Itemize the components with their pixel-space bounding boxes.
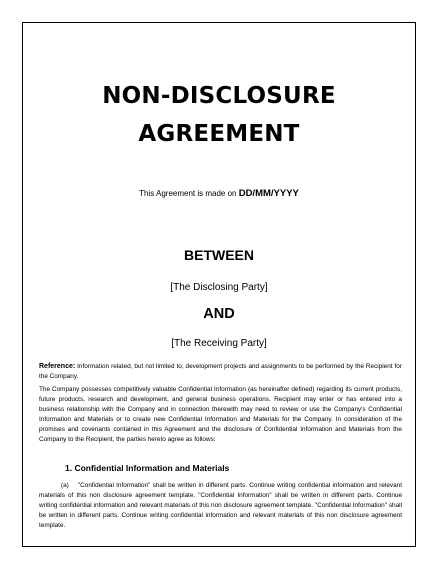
- body-paragraph: The Company possesses competitively valuable Confidential Information (as hereinafter defined) regarding its current products, future products, research and development, and general business operations. Recipient may enter or has entered into a business relationship with the Company and in connection therewith may need to review or use the Company's Confidential Information and Materials or to create new Confidential Information and Materials for the Company. In consideration of the promises and covenants contained in this Agreement and the disclosure of Confidential Information and Materials from the Company to the Recipient, the parties hereto agree as follows:: [39, 386, 402, 444]
- document-page: [22, 22, 416, 547]
- section-1-heading: 1. Confidential Information and Materials: [65, 463, 230, 473]
- and-heading: AND: [203, 306, 235, 322]
- agreement-date-line: [23, 188, 415, 199]
- reference-label: Reference:: [39, 363, 76, 370]
- between-heading: BETWEEN: [184, 247, 254, 263]
- receiving-party: [The Receiving Party]: [171, 338, 267, 349]
- title-line-1: NON-DISCLOSURE: [102, 83, 336, 109]
- reference-paragraph: [39, 362, 402, 382]
- reference-text: Information related, but not limited to, development projects and assignments to be performed by the Recipient for the Company.: [39, 363, 402, 381]
- disclosing-party: [The Disclosing Party]: [170, 282, 268, 293]
- title-line-2: AGREEMENT: [138, 121, 300, 147]
- section-1-clause-a: (a) "Confidential Information" shall be written in different parts. Continue writing confidential information and relevant materials of this non disclosure agreement template. "Confidential Information" shall be written in different parts. Continue writing confidential information and relevant materials of this non disclosure agreement template. "Confidential Information" shall be written in different parts. Continue writing confidential information and relevant materials of this non disclosure agreement template.: [39, 482, 402, 530]
- agreement-date: DD/MM/YYYY: [238, 188, 299, 199]
- agreement-date-prefix: This Agreement is made on: [139, 189, 239, 198]
